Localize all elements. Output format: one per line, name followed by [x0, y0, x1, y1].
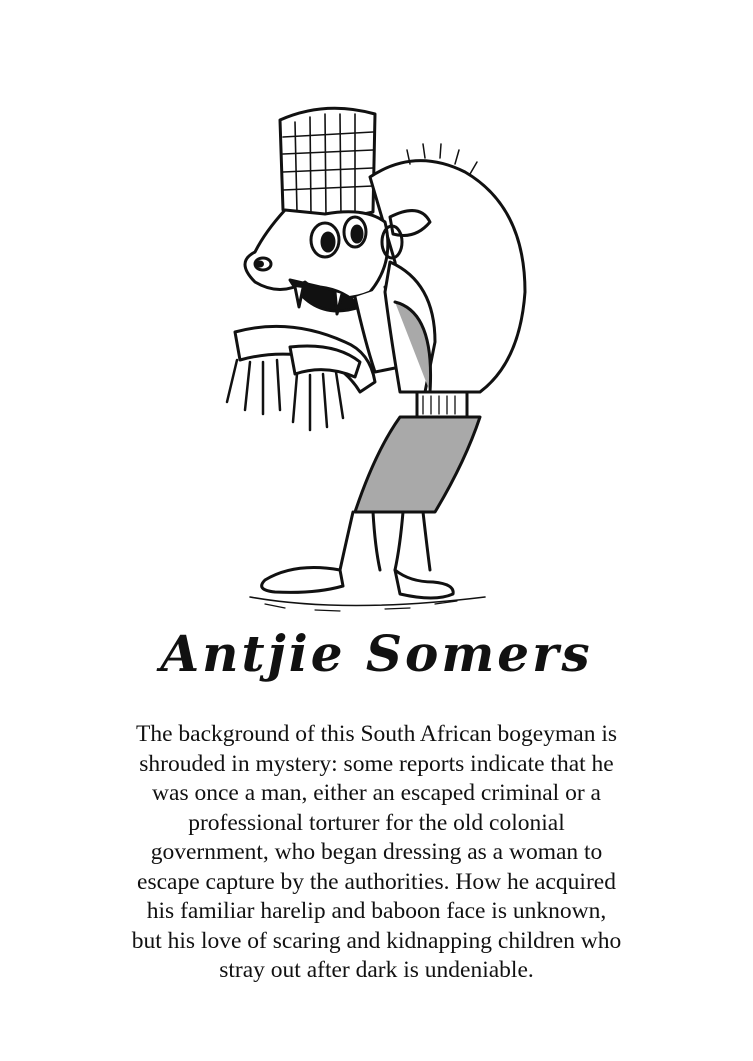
description-line: professional torturer for the old colonial [188, 809, 565, 836]
description-line: stray out after dark is undeniable. [219, 957, 534, 983]
description-line: government, who began dressing as a woman to [150, 839, 603, 865]
description-line: shrouded in mystery: some reports indicate that he [139, 750, 614, 777]
headwrap [280, 108, 375, 217]
antjie-somers-illustration [195, 92, 575, 622]
description-line: his familiar harelip and baboon face is unknown, [146, 898, 607, 924]
description [70, 720, 683, 986]
left-foot [262, 568, 343, 593]
skirt [355, 417, 480, 512]
description-line: was once a man, either an escaped criminal or a [152, 780, 601, 806]
right-foot [395, 570, 453, 598]
description-line: escape capture by the authorities. How he acquired [137, 868, 616, 895]
page-title: Antjie Somers [160, 624, 593, 683]
description-line: but his love of scaring and kidnapping children who [131, 927, 622, 954]
description-line: The background of this South African bogeyman is [135, 721, 617, 747]
